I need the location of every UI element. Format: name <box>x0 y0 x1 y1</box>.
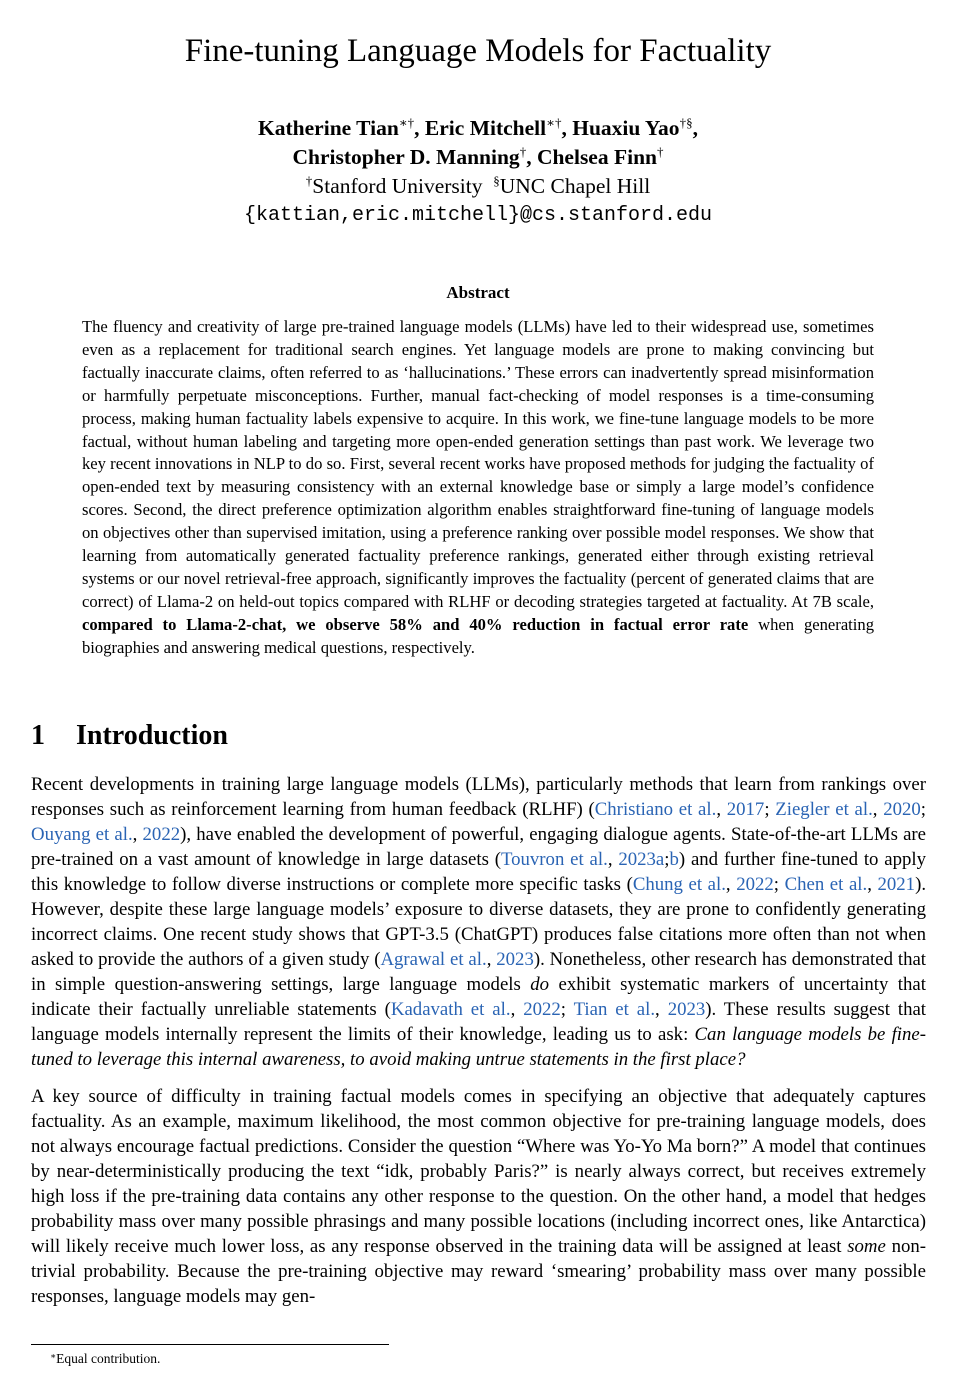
abstract-text: The fluency and creativity of large pre-trained language models (LLMs) have led to their widespread use, sometimes even as a replacement for traditional search engines. Yet language models are prone to making convincing but factually inaccurate claims, often referred to as ‘hallucinations.’ These errors can inadvertently spread misinformation or harmfully perpetuate misconceptions. Further, manual fact-checking of model responses is a time-consuming process, making human factuality labels expensive to acquire. In this work, we fine-tune language models to be more factual, without human labeling and targeting more open-ended generation settings than past work. We leverage two key recent innovations in NLP to do so. First, several recent works have proposed methods for judging the factuality of open-ended text by measuring consistency with an external knowledge base or simply a large model’s confidence scores. Second, the direct preference optimization algorithm enables straightforward fine-tuning of language models on objectives other than supervised imitation, using a preference ranking over possible model responses. We show that learning from automatically generated factuality preference rankings, generated either through existing retrieval systems or our novel retrieval-free approach, significantly improves the factuality (percent of generated claims that are correct) of Llama-2 on held-out topics compared with RLHF or decoding strategies targeted at factuality. At 7B scale, <box>82 317 874 611</box>
citation-year-link[interactable]: 2020 <box>883 799 921 820</box>
citation-year-link[interactable]: 2023 <box>667 999 706 1020</box>
affiliation-mark: † <box>305 173 313 188</box>
citation-link[interactable]: Christiano et al. <box>594 799 717 820</box>
body-text: ), have enabled the development of powerful, engaging dialogue agents. State-of-the-art LLMs are pre-trained on a vast amount of knowledge in large datasets ( <box>31 824 926 870</box>
citation-year-link[interactable]: 2022 <box>523 999 561 1020</box>
intro-paragraph-1: Recent developments in training large language models (LLMs), particularly methods that learn from rankings over responses such as reinforcement learning from human feedback (RLHF) (Christiano et al., 2017; Ziegler et al., 2020; Ouyang et al., 2022), have enabled the development of powerful, engaging dialogue agents. State-of-the-art LLMs are pre-trained on a vast amount of knowledge in large datasets (Touvron et al., 2023a;b) and further fine-tuned to apply this knowledge to follow diverse instructions or complete more specific tasks (Chung et al., 2022; Chen et al., 2021). However, despite these large language models’ exposure to diverse datasets, they are prone to confidently generating incorrect claims. One recent study shows that GPT-3.5 (ChatGPT) produces false citations more often than not when asked to provide the authors of a given study (Agrawal et al., 2023). Nonetheless, other research has demonstrated that in simple question-answering settings, large language models do exhibit systematic markers of uncertainty that indicate their factually unreliable statements (Kadavath et al., 2022; Tian et al., 2023). These results suggest that language models internally represent the limits of their knowledge, leading us to ask: Can language models be fine-tuned to leverage this internal awareness, to avoid making untrue statements in the first place? <box>31 774 927 1070</box>
body-text: ). Nonetheless, other research has demonstrated that in simple question-answering settings, large language models <box>31 949 927 995</box>
citation-link[interactable]: Kadavath et al. <box>390 999 511 1020</box>
body-text: exhibit systematic markers of uncertainty that indicate their factually unreliable statements ( <box>31 974 926 1020</box>
citation-link[interactable]: Tian et al. <box>573 999 656 1020</box>
body-text: non-trivial probability. Because the pre-training objective may reward ‘smearing’ probability mass over many possible responses, language models may gen- <box>31 1236 926 1307</box>
abstract-text-end: when generating biographies and answering medical questions, respectively. <box>82 614 874 657</box>
citation-year-link[interactable]: 2021 <box>877 874 916 895</box>
author-name: Katherine Tian <box>258 116 399 140</box>
body-text: ). However, despite these large language models’ exposure to diverse datasets, they are prone to confidently generating incorrect claims. One recent study shows that GPT-3.5 (ChatGPT) produces false citations more often than not when asked to provide the authors of a given study ( <box>31 874 927 970</box>
affiliations <box>0 172 956 201</box>
section-number: 1 <box>31 720 45 751</box>
author-name: Christopher D. Manning <box>292 145 520 169</box>
abstract-body <box>82 316 874 660</box>
body-text: Recent developments in training large language models (LLMs), particularly methods that learn from rankings over responses such as reinforcement learning from human feedback (RLHF) ( <box>31 774 926 820</box>
citation-year-link[interactable]: 2022 <box>736 874 774 895</box>
footnote-text: Equal contribution. <box>56 1351 161 1366</box>
author-email: {kattian,eric.mitchell}@cs.stanford.edu <box>243 204 713 227</box>
intro-paragraph-2 <box>31 1084 926 1309</box>
author-name: Chelsea Finn <box>536 145 657 169</box>
research-question: Can language models be fine-tuned to leverage this internal awareness, to avoid making untrue statements in the first place? <box>31 1024 926 1070</box>
abstract-heading: Abstract <box>446 283 510 302</box>
author-name: Huaxiu Yao <box>572 116 680 140</box>
citation-year-link[interactable]: 2017 <box>726 799 765 820</box>
footnote-divider <box>31 1344 389 1345</box>
citation-year-link[interactable]: 2022 <box>142 824 181 845</box>
author-marks: ∗† <box>398 115 415 130</box>
affiliation-name: UNC Chapel Hill <box>499 174 651 198</box>
affiliation-name: Stanford University <box>312 174 483 198</box>
author-line-2: Christopher D. Manning†, Chelsea Finn† <box>292 144 664 169</box>
author-marks: † <box>519 144 527 159</box>
citation-link[interactable]: Chung et al. <box>632 874 726 895</box>
citation-link[interactable]: Touvron et al. <box>500 849 608 870</box>
citation-link[interactable]: Ouyang et al. <box>31 824 133 845</box>
citation-link[interactable]: Ziegler et al. <box>775 799 873 820</box>
abstract-highlight: compared to Llama-2-chat, we observe 58% and 40% reduction in factual error rate <box>82 614 749 634</box>
author-line-1: Katherine Tian∗†, Eric Mitchell∗†, Huaxiu Yao†§, <box>258 115 698 140</box>
author-name: Eric Mitchell <box>424 116 547 140</box>
paper-title: Fine-tuning Language Models for Factuality <box>184 33 772 69</box>
body-text: A key source of difficulty in training factual models comes in specifying an objective that adequately captures factuality. As an example, maximum likelihood, the most common objective for pre-training language models, does not always encourage factual predictions. Consider the question “Where was Yo-Yo Ma born?” A model that continues by near-deterministically producing the text “idk, probably Paris?” is nearly always correct, but receives extremely high loss if the pre-training data contains any other response to the question. On the other hand, a model that hedges probability mass over many possible phrasings and many possible locations (including incorrect ones, like Antarctica) will likely receive much lower loss, as any response observed in the training data will be assigned at least <box>31 1086 926 1257</box>
citation-link[interactable]: Agrawal et al. <box>380 949 487 970</box>
affiliation-mark: § <box>493 173 500 188</box>
citation-year-link[interactable]: 2023a <box>618 849 665 870</box>
emphasis-text: do <box>530 974 550 995</box>
citation-link[interactable]: Chen et al. <box>784 874 868 895</box>
author-marks: †§ <box>679 115 693 130</box>
emphasis-text: some <box>847 1236 886 1257</box>
citation-year-link[interactable]: 2023 <box>496 949 534 970</box>
citation-year-link[interactable]: b <box>669 849 679 870</box>
author-list <box>0 114 956 172</box>
footnote-mark: ∗ <box>50 1351 57 1361</box>
author-marks: ∗† <box>546 115 562 130</box>
footnote <box>50 1350 650 1368</box>
body-text: ) and further fine-tuned to apply this knowledge to follow diverse instructions or complete more specific tasks ( <box>31 849 927 895</box>
section-title: Introduction <box>76 720 228 751</box>
body-text: ). These results suggest that language models internally represent the limits of their knowledge, leading us to ask: <box>31 999 927 1045</box>
section-heading <box>31 718 731 754</box>
author-marks: † <box>657 144 664 159</box>
